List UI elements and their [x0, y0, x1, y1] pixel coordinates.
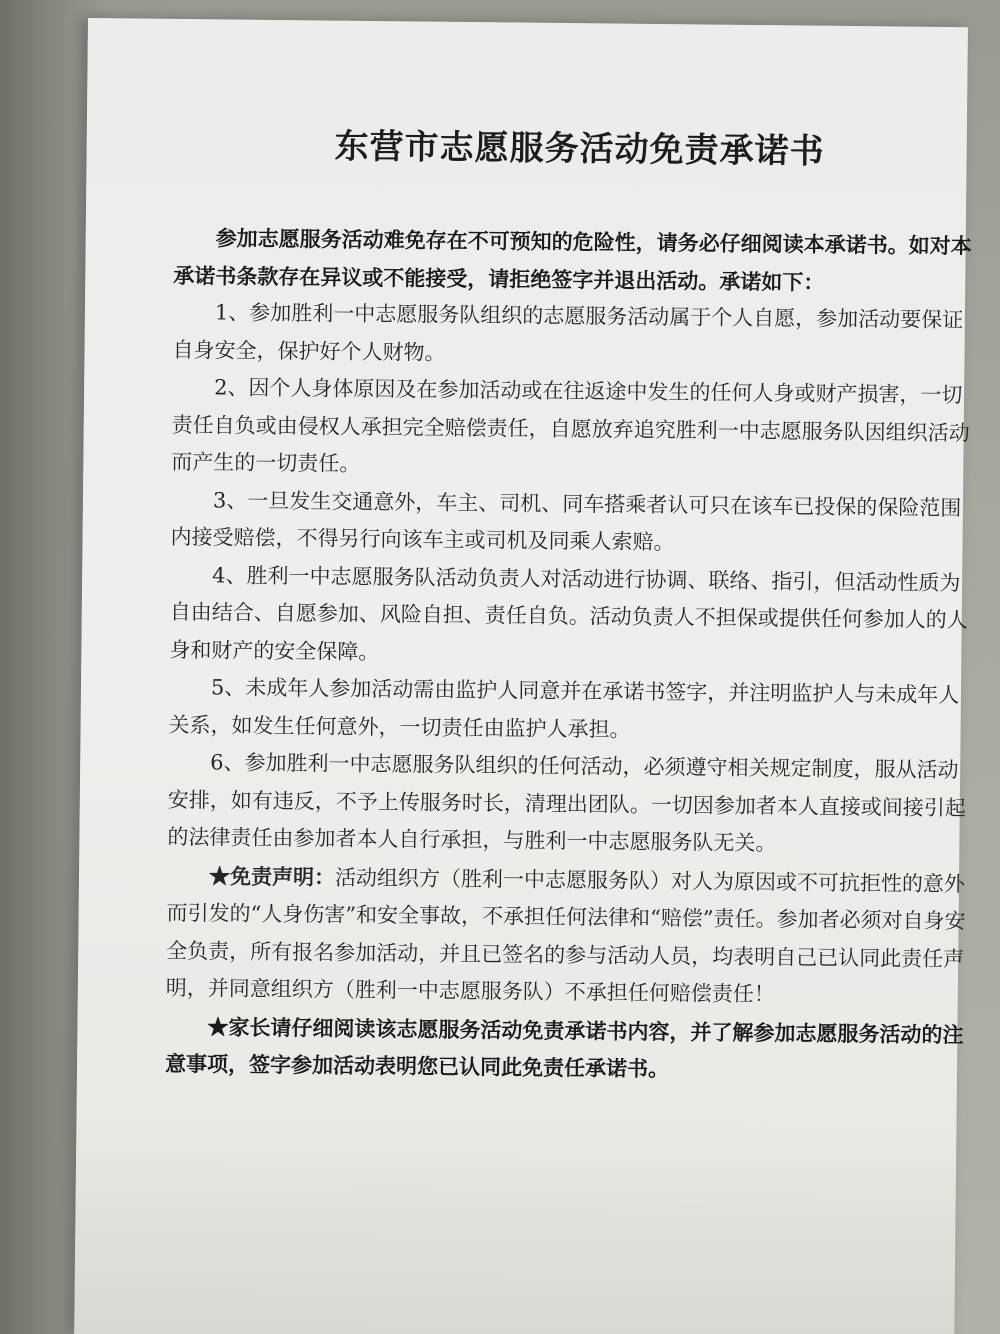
clause-1: 1、参加胜利一中志愿服务队组织的志愿服务活动属于个人自愿，参加活动要保证自身安全，保护好个人财物。: [172, 300, 964, 365]
clause-4: 4、胜利一中志愿服务队活动负责人对活动进行协调、联络、指引，但活动性质为自由结合、自愿参加、风险自担、责任自负。活动负责人不担保或提供任何参加人的人身和财产的安全保障。: [169, 562, 968, 664]
paper-shading: [74, 1114, 956, 1334]
clause-3: 3、一旦发生交通意外，车主、司机、同车搭乘者认可只在该车已投保的保险范围内接受赔偿，不得另行向该车主或司机及同乘人索赔。: [170, 487, 962, 555]
intro-paragraph: 参加志愿服务活动难免存在不可预知的危险性，请务必仔细阅读本承诺书。如对本承诺书条款存在异议或不能接受，请拒绝签字并退出活动。承诺如下：: [173, 225, 972, 295]
clause-5: 5、未成年人参加活动需由监护人同意并在承诺书签字，并注明监护人与未成年人关系，如发生任何意外，一切责任由监护人承担。: [168, 675, 960, 742]
clause-6: 6、参加胜利一中志愿服务队组织的任何活动，必须遵守相关规定制度，服从活动安排，如有违反，不予上传服务时长，清理出团队。一切因参加者本人直接或间接引起的法律责任由参加者本人自行承担，与胜利一中志愿服务队无关。: [167, 750, 966, 856]
disclaimer-text: 活动组织方（胜利一中志愿服务队）对人为原因或不可抗拒性的意外而引发的“人身伤害”和安全事故，不承担任何法律和“赔偿”责任。参加者必须对自身安全负责，所有报名参加活动，并且已签名的参与活动人员，均表明自己已认同此责任声明，并同意组织方（胜利一中志愿服务队）不承担任何赔偿责任！: [165, 865, 966, 1007]
parent-notice: ★家长请仔细阅读该志愿服务活动免责承诺书内容，并了解参加志愿服务活动的注意事项，签字参加活动表明您已认同此免责任承诺书。: [164, 1013, 964, 1082]
disclaimer-label: ★免责声明：: [208, 862, 336, 890]
document-title: 东营市志愿服务活动免责承诺书: [334, 126, 825, 172]
clause-2: 2、因个人身体原因及在参加活动或在往返途中发生的任何人身或财产损害，一切责任自负或由侵权人承担完全赔偿责任，自愿放弃追究胜利一中志愿服务队因组织活动而产生的一切责任。: [171, 375, 970, 476]
document-body: [165, 219, 984, 1091]
paper-sheet: [74, 18, 972, 1334]
disclaimer-paragraph: [166, 856, 978, 1015]
document-content: [164, 19, 996, 1082]
